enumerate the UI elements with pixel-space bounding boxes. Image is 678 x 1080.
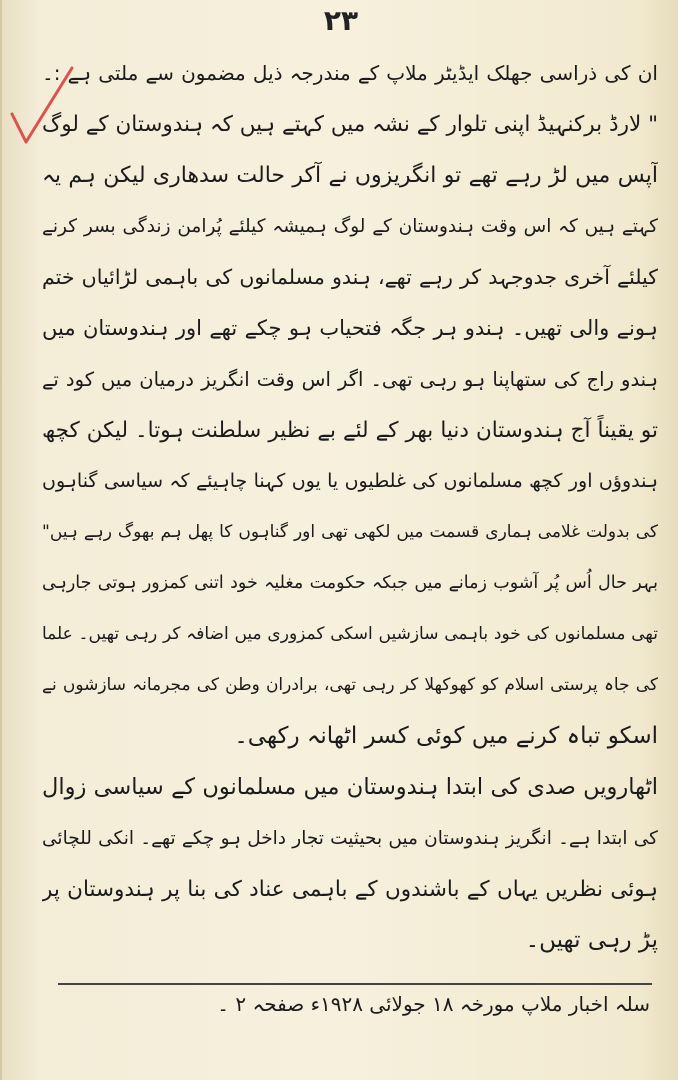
text-line: تھی مسلمانوں کی خود باہمی سازشیں اسکی کمزوری میں اضافہ کر رہی تھیں۔ علما [42, 624, 658, 644]
text-line: ان کی ذراسی جھلک ایڈیٹر ملاپ کے مندرجہ ذیل مضمون سے ملتی ہے :۔ [42, 61, 658, 85]
text-line: ہندوؤں اور کچھ مسلمانوں کی غلطیوں یا یوں کہنا چاہیئے کہ سیاسی گناہوں [42, 470, 658, 492]
text-line: بہر حال اُس پُر آشوب زمانے میں جبکہ حکومت مغلیہ خود اتنی کمزور ہوتی جارہی [42, 573, 658, 593]
text-line: کی جاہ پرستی اسلام کو کھوکھلا کر رہی تھی، برادران وطن کی مجرمانہ سازشوں نے [42, 675, 658, 695]
text-line: ہندو راج کی ستھاپنا ہو رہی تھی۔ اگر اس وقت انگریز درمیان میں کود تے [42, 368, 658, 391]
text-line: تو یقیناً آج ہندوستان دنیا بھر کے لئے بے نظیر سلطنت ہوتا۔ لیکن کچھ [42, 418, 658, 443]
text-line: اٹھارویں صدی کی ابتدا ہندوستان میں مسلمانوں کے سیاسی زوال [42, 774, 658, 800]
text-line: کی ابتدا ہے۔ انگریز ہندوستان میں بحیثیت تجار داخل ہو چکے تھے۔ انکی للچائی [42, 828, 658, 849]
text-line: ہوئی نظریں یہاں کے باشندوں کے باہمی عناد کی بنا پر ہندوستان پر [42, 877, 658, 902]
text-line: کیلئے آخری جدوجہد کر رہے تھے، ہندو مسلمانوں کی باہمی لڑائیاں ختم [42, 265, 658, 289]
text-line: کی بدولت غلامی ہماری قسمت میں لکھی تھی اور گناہوں کا پھل ہم بھوگ رہے ہیں" [42, 522, 658, 542]
text-line: " لارڈ برکنہیڈ اپنی تلوار کے نشہ میں کہتے ہیں کہ ہندوستان کے لوگ [42, 112, 658, 137]
footnote: سلہ اخبار ملاپ مورخہ ۱۸ جولائی ۱۹۲۸ء صفحہ ۲ ۔ [217, 992, 650, 1016]
text-line: ہونے والی تھیں۔ ہندو ہر جگہ فتحیاب ہو چکے تھے اور ہندوستان میں [42, 316, 658, 340]
text-line: کہتے ہیں کہ اس وقت ہندوستان کے لوگ ہمیشہ کیلئے پُرامن زندگی بسر کرنے [42, 216, 658, 237]
body-text [42, 48, 658, 966]
page-number: ۲۳ [323, 4, 359, 37]
footnote-divider [58, 983, 652, 985]
text-line: آپس میں لڑ رہے تھے تو انگریزوں نے آکر حالت سدھاری لیکن ہم یہ [42, 163, 658, 188]
text-line: پڑ رہی تھیں۔ [525, 927, 658, 953]
text-line: اسکو تباہ کرنے میں کوئی کسر اٹھانہ رکھی۔ [234, 723, 658, 749]
